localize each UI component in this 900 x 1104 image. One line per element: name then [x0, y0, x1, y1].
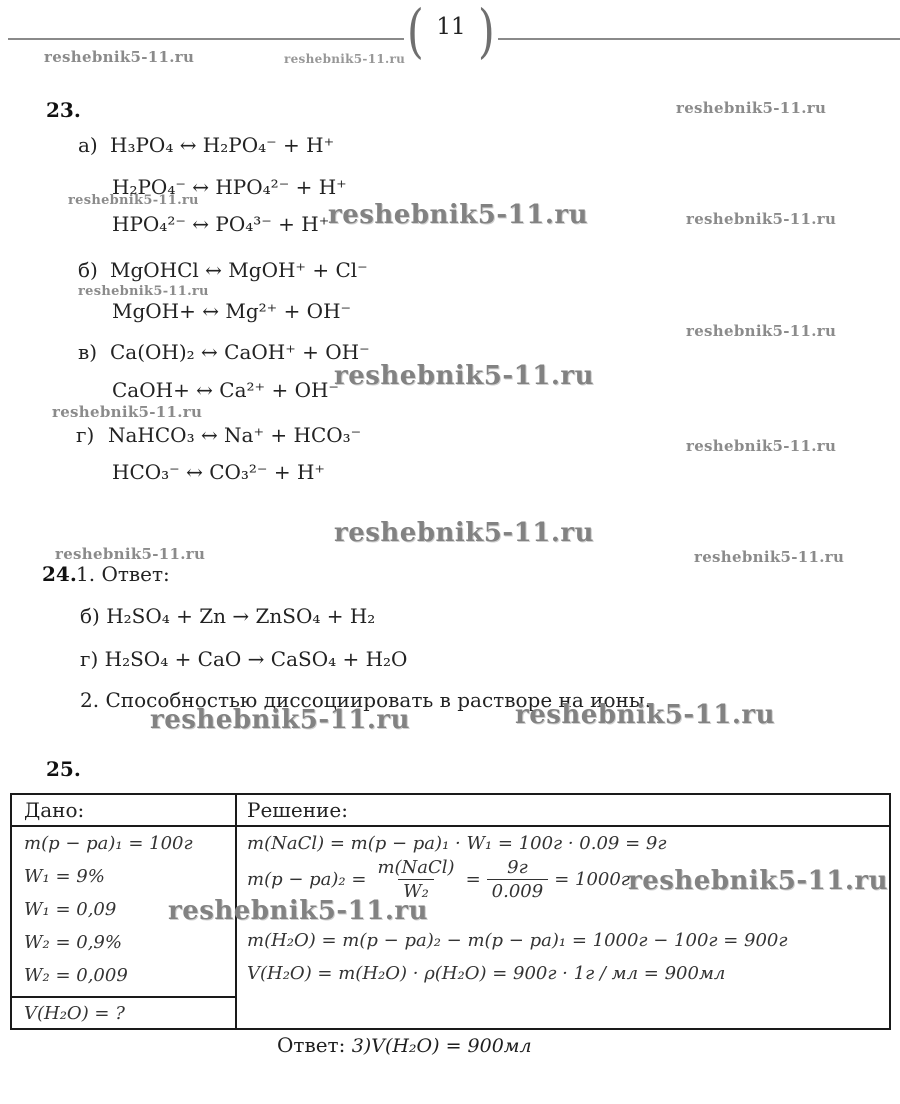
equation-line: б) H₂SO₄ + Zn → ZnSO₄ + H₂ — [80, 604, 376, 628]
solution-line-3: m(H₂O) = m(p − pa)₂ − m(p − pa)₁ = 1000г − 100г = 900г — [247, 930, 788, 951]
close-paren-icon: ) — [478, 0, 496, 65]
watermark-text: reshebnik5-11.ru — [284, 52, 406, 66]
watermark-text: reshebnik5-11.ru — [686, 437, 837, 455]
watermark-text: reshebnik5-11.ru — [334, 518, 595, 548]
equation-line: H₂PO₄⁻ ↔ HPO₄²⁻ + H⁺ — [112, 175, 347, 199]
given-line: W₂ = 0,009 — [24, 965, 128, 986]
watermark-text: reshebnik5-11.ru — [55, 545, 206, 563]
part-g-label: г) — [76, 423, 95, 447]
header-rule-right — [498, 38, 900, 40]
table-header-divider — [12, 825, 889, 827]
equation-line: г) H₂SO₄ + CaO → CaSO₄ + H₂O — [80, 647, 408, 671]
equation-line: HPO₄²⁻ ↔ PO₄³⁻ + H⁺ — [112, 212, 330, 236]
page-number: 11 — [436, 14, 466, 40]
answer-label: Ответ: — [277, 1033, 346, 1057]
problem-23-number: 23. — [46, 98, 81, 122]
given-header: Дано: — [24, 798, 85, 822]
solution-line-2-rhs: = 1000г — [554, 869, 630, 890]
part-a-label: а) — [78, 133, 98, 157]
watermark-text: reshebnik5-11.ru — [628, 866, 889, 896]
given-solution-table — [10, 793, 891, 1030]
equation-line: CaOH+ ↔ Ca²⁺ + OH⁻ — [112, 378, 339, 402]
watermark-text: reshebnik5-11.ru — [686, 322, 837, 340]
watermark-text: reshebnik5-11.ru — [78, 284, 209, 299]
fraction-numerator: 9г — [507, 857, 528, 878]
equation-line: H₃PO₄ ↔ H₂PO₄⁻ + H⁺ — [110, 133, 335, 157]
watermark-text: reshebnik5-11.ru — [150, 705, 411, 735]
watermark-text: reshebnik5-11.ru — [676, 99, 827, 117]
given-line: W₁ = 0,09 — [24, 899, 117, 920]
part-v-label: в) — [78, 340, 98, 364]
solution-line-4: V(H₂O) = m(H₂O) · ρ(H₂O) = 900г · 1г / мл = 900мл — [247, 963, 726, 984]
given-line: W₂ = 0,9% — [24, 932, 122, 953]
equals-sign: = — [465, 869, 481, 890]
answer-value: 3)V(H₂O) = 900мл — [351, 1035, 532, 1057]
equation-line: Ca(OH)₂ ↔ CaOH⁺ + OH⁻ — [110, 340, 370, 364]
fraction — [487, 857, 549, 902]
solution-header: Решение: — [247, 798, 348, 822]
watermark-text: reshebnik5-11.ru — [168, 896, 429, 926]
watermark-text: reshebnik5-11.ru — [686, 210, 837, 228]
fraction-denominator: 0.009 — [487, 879, 549, 902]
header-rule-left — [8, 38, 404, 40]
equation-line: NaHCO₃ ↔ Na⁺ + HCO₃⁻ — [108, 423, 362, 447]
equation-line: HCO₃⁻ ↔ CO₃²⁻ + H⁺ — [112, 460, 325, 484]
fraction-denominator: W₂ — [398, 879, 434, 902]
equation-line: MgOHCl ↔ MgOH⁺ + Cl⁻ — [110, 258, 368, 282]
watermark-text: reshebnik5-11.ru — [68, 193, 199, 208]
table-find-divider — [12, 996, 235, 998]
given-line: m(p − pa)₁ = 100г — [24, 833, 193, 854]
problem-24-intro: 1. Ответ: — [76, 562, 170, 586]
watermark-text: reshebnik5-11.ru — [44, 48, 195, 66]
find-line: V(H₂O) = ? — [24, 1003, 125, 1024]
answer-line — [277, 1033, 532, 1057]
problem-24-number: 24. — [42, 562, 77, 586]
watermark-text: reshebnik5-11.ru — [328, 200, 589, 230]
watermark-text: reshebnik5-11.ru — [52, 403, 203, 421]
watermark-text: reshebnik5-11.ru — [515, 700, 776, 730]
equation-line: MgOH+ ↔ Mg²⁺ + OH⁻ — [112, 299, 352, 323]
problem-24-conclusion: 2. Способностью диссоциировать в растворе на ионы. — [80, 688, 652, 712]
watermark-text: reshebnik5-11.ru — [334, 361, 595, 391]
open-paren-icon: ( — [406, 0, 424, 65]
solution-line-2-lhs: m(p − pa)₂ = — [247, 869, 367, 890]
watermark-text: reshebnik5-11.ru — [694, 548, 845, 566]
fraction-numerator: m(NaCl) — [377, 857, 455, 878]
given-line: W₁ = 9% — [24, 866, 105, 887]
problem-25-number: 25. — [46, 757, 81, 781]
part-b-label: б) — [78, 258, 98, 282]
solution-line-1: m(NaCl) = m(p − pa)₁ · W₁ = 100г · 0.09 = 9г — [247, 833, 667, 854]
